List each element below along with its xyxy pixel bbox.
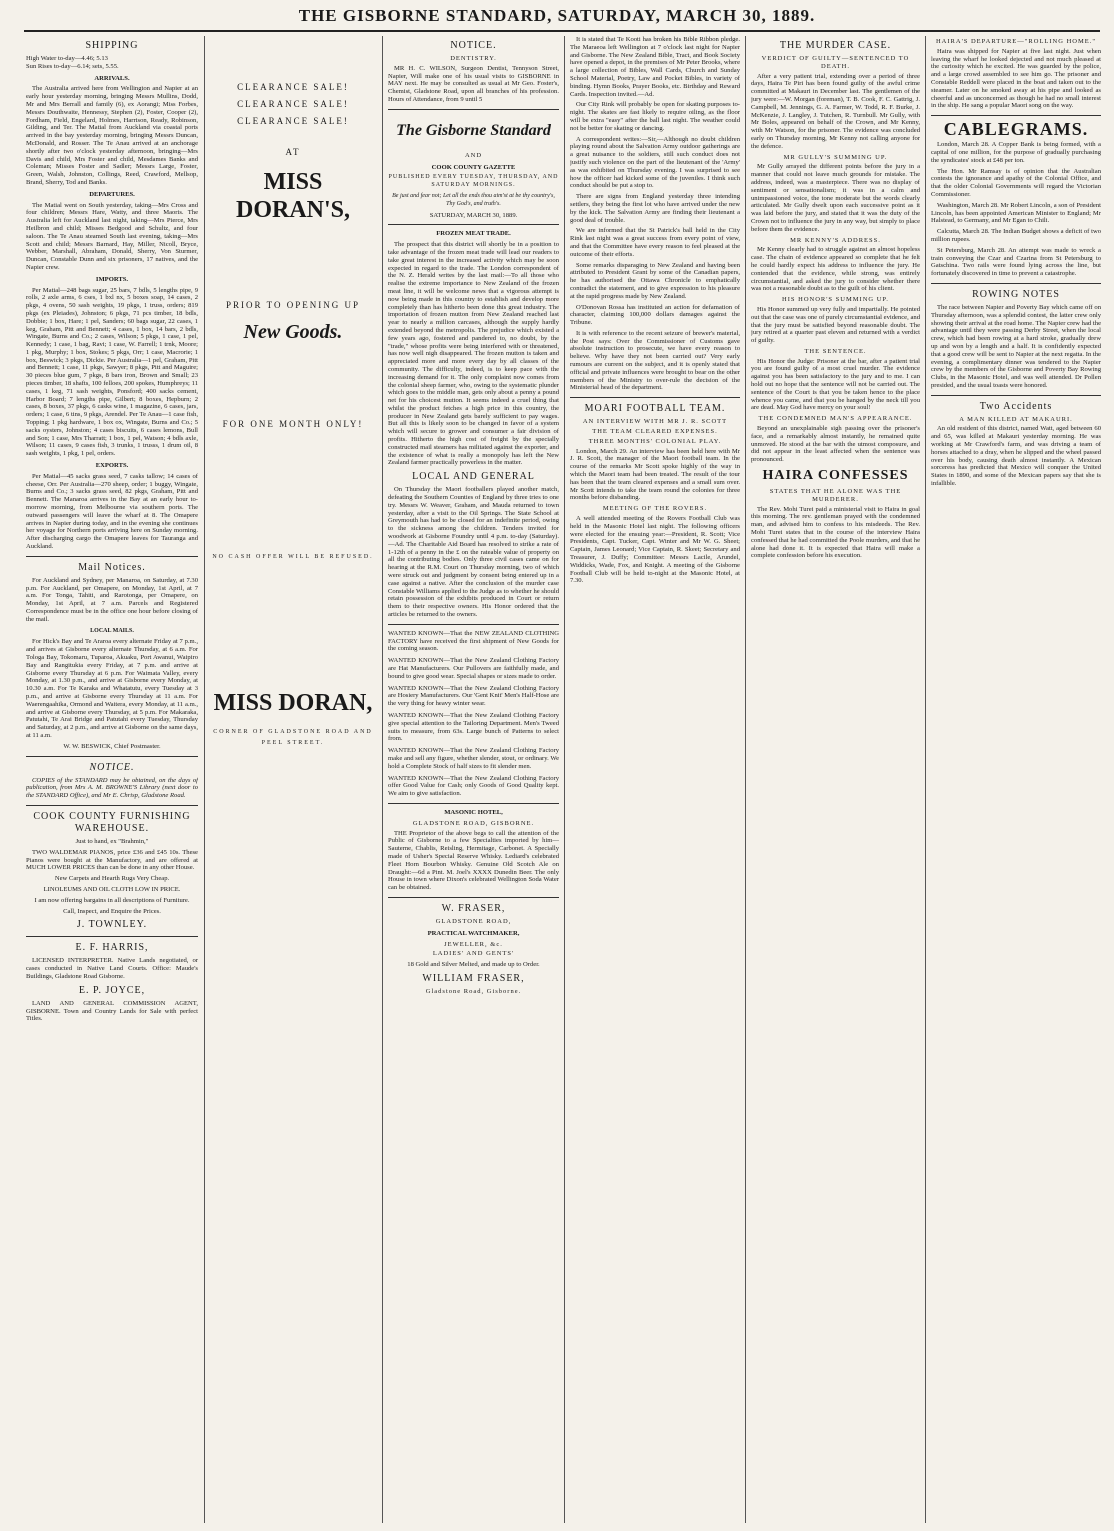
departures-heading: DEPARTURES. — [89, 190, 135, 198]
news-item: It is with reference to the recent seizure of brewer's material, the Post says: Over the Commissioner of Customs gave absolute instruction to prosecute, we have every reason to believe. Why have they not been carried out? Very early rumours are current on the subject, and it is openly stated that official and private influences were brought to bear on the other members of the Ministry to over-rule the decision of the Ministerial head of the department. — [570, 329, 740, 392]
haira-subheading: STATES THAT HE ALONE WAS THE MURDERER. — [769, 488, 902, 503]
verdict-subheading: VERDICT OF GUILTY—SENTENCED TO DEATH. — [761, 55, 910, 70]
motto: Be just and fear not; Let all the ends thou aim'st at be thy country's, Thy God's, and truth's. — [392, 192, 555, 207]
departures-text: The Matial went on South yesterday, taking—Mrs Cross and four children; Messrs Hare, Watty, and three Maoris. The Australia left for Auckland last night, taking—Mrs Pierce, Mrs Heilbron and child; Misses Bedgood and Schultz, and four saloon. The Te Anau steamed South last evening, taking—Mrs Scott and child; Messrs Barnard, Hay, Miller, Nicoll, Bryce, Webber, Marshall, Abraham, Donald, Sherry, Von Sturmer, Duncan, Constable Dunn and six prisoners, 17 natives, and the Napier crew. — [26, 201, 198, 271]
kenny-heading: MR KENNY'S ADDRESS. — [790, 236, 881, 244]
column-doran-advert — [210, 36, 376, 1523]
haira-departure-text: Haira was shipped for Napier at five last night. Just when leaving the wharf he looked dejected and not much pleased at the curiosity which he excited. He was guarded by the police, and a large crowd assembled to see him go. The prisoner and Constable Reddell were placed in the boat and taken out to the steamer. Later on he smoked away at his pipe and looked as cheerful and as unconcerned as though he had no small interest in the ship. He sang a popular Maori song on the way. — [931, 47, 1101, 110]
gully-heading: MR GULLY'S SUMMING UP. — [783, 153, 888, 161]
shipping-heading: SHIPPING — [85, 40, 139, 51]
rovers-heading: MEETING OF THE ROVERS. — [602, 505, 708, 513]
cook-arrived: Just to hand, ex "Brahmin," — [75, 837, 149, 845]
postmaster-signature: W. W. BESWICK, Chief Postmaster. — [63, 742, 161, 750]
column-divider — [564, 36, 565, 1523]
column-cablegrams — [931, 36, 1101, 1523]
masthead-rule — [24, 30, 1100, 32]
harris-text: LICENSED INTERPRETER. Native Lands negotiated, or cases conducted in Native Land Courts. Office: Maude's Buildings, Gladstone Road Gisborne. — [26, 957, 198, 980]
notice-heading: NOTICE. — [89, 761, 135, 773]
clearance-sale-1: CLEARANCE SALE! — [237, 82, 349, 92]
rowing-notes-text: The race between Napier and Poverty Bay which came off on Thursday afternoon, was a splendid contest, the latter crew only showing their arrival at the road home. The Napier crew had the advantage until they were passing Derby Street, when the local crew, which had been rowing at a hard stroke, gradually drew up and won by a length and a half. It is confidently expected that a good crew will be sent to Napier at the next regatta. In the evening, a complimentary dinner was tendered to the Napier crew by the members of the Gisborne and Poverty Bay Rowing Clubs, in the Masonic Hotel, and was well attended. Dr Pollen presided, and the usual toasts were honored. — [931, 303, 1101, 389]
masthead: THE GISBORNE STANDARD, SATURDAY, MARCH 30, 1889. — [298, 6, 816, 25]
harris-name: E. F. HARRIS, — [75, 942, 149, 954]
notice-text: COPIES of the STANDARD may be obtained, on the days of publication, from Mrs A. M. BROWNE'S Library (next door to the STANDARD Office), and Mr E. Chrisp, Gladstone Road. — [26, 776, 198, 800]
news-item: O'Donovan Rossa has instituted an action for defamation of character, claiming 100,000 dollars damages against the Tribune. — [570, 303, 740, 327]
fraser-watchmaker: PRACTICAL WATCHMAKER, — [427, 929, 520, 937]
paper-nameplate: The Gisborne Standard — [396, 121, 551, 139]
cable-item: St Petersburg, March 28. An attempt was made to wreck a train conveying the Czar and Czarina from St Petersburg to Gatschina. Two rails were found lying across the line, but fortunately discovered in time to prevent a catastrophe. — [931, 246, 1101, 278]
column-shipping — [26, 36, 198, 1523]
news-item: Our City Rink will probably be open for skating purposes to-night. The skates are fast likely to require oiling, as the floor will be extra "easy" after the ball last night. The weather could not be better for skating or dancing. — [570, 101, 740, 132]
frozen-meat-text: The prospect that this district will shortly be in a position to take advantage of the frozen meat trade will lead our readers to take great interest in the increased activity which may be soon expected in regard to the trade. The London correspondent of the N. Z. Herald writes by the last mail:—To all those who realise the extreme importance to New Zealand of the frozen meat line, it will be welcome news that a vigorous attempt is now being made in this country to establish and develop more completely than has hitherto been done this great industry. The importation of frozen mutton from New Zealand reached last year to nearly a million carcases, although the supply hardly extended beyond the metropolis. The prejudice which existed a few years ago, fostered and pandered to, no doubt, by the "trade," whose profits were being interfered with or threatened, has now well nigh disappeared. The frozen mutton is taken and appreciated more and more every day by all classes of the community. The difficulty, indeed, is to keep pace with the increasing demand for it. The only complaint now comes from the colonial sheep farmer, who, owing to the systematic plunder which goes to the middle man, gets only about a penny a pound net for his choicest mutton. It seems indeed a cruel thing that whilst the product fetches a high price in this country, the producer in New Zealand gets barely sufficient to pay wages. But all this is likely soon to be changed in favor of a system which will secure to grower and consumer a fair division of profits. Hitherto the high cost of freight by the specially constructed mail steamers has militated against the exporter, and the existence of what is really a monopoly has left the New Zealand farmer practically powerless in the matter. — [388, 241, 559, 467]
local-general-heading: LOCAL AND GENERAL — [412, 471, 535, 483]
issue-date: SATURDAY, MARCH 30, 1889. — [429, 211, 518, 219]
sun-times: Sun Rises to-day—6.14; sets, 5.55. — [26, 62, 119, 70]
clearance-sale-2: CLEARANCE SALE! — [237, 99, 349, 109]
arrivals-text: The Australia arrived here from Wellington and Napier at an early hour yesterday morning, bringing Messrs Mullins, Dodd, Mr and Mrs Berrall and family (6), ex Aorangi; Miss Forbes, Messrs Douthwaite, Hennessy, Stephen (2), Foster, Cooper (2), Fordham, Field, Engelard, Holmes, Harrison, Ready, Robinson, Gilding, and Ter. The Matial from Auckland via coastal ports arrived in the bay yesterday morning, bringing Messrs Duncan, McDonald, and Rosser. The Te Anau arrived at an anchorage shortly after two o'clock yesterday afternoon, bringing—Mrs Davis and child, Mrs Foster and child, Mesdames Banks and Coleman; Misses Foster and Sadler; Messrs Large, Foster, Green, Walsh, Johnston, Collings, Reed, Crawford, Mellsop, Brand, Sherry, Tod and Banks. — [26, 85, 198, 186]
wanted-ad: WANTED KNOWN—That the New Zealand Clothing Factory make and sell any figure, whether slender, stout, or ordinary. We hold a Complete Stock of half sizes to fit slender men. — [388, 747, 559, 770]
haira-text: The Rev. Mohi Turei paid a ministerial visit to Haira in goal this morning. The rev. gentleman prayed with the condemned man, and advised him to confess to his misdeeds. The Rev. Mohi Turei states that in the course of the interview Haira confessed that he had committed the Poole murders, and that he alone had done it. It is expected that Haira will make a complete confession before his execution. — [751, 505, 920, 560]
column-divider — [382, 36, 383, 1523]
column-divider — [925, 36, 926, 1523]
cable-item: Calcutta, March 28. The Indian Budget shows a deficit of two million rupees. — [931, 228, 1101, 243]
cablegrams-heading: CABLEGRAMS. — [943, 119, 1089, 140]
nameplate-and: AND — [464, 151, 483, 159]
murder-case-text: After a very patient trial, extending over a period of three days, Haira Te Piri has been found guilty of the awful crime committed at Makauri in December last. The gentlemen of the jury were:—W. Morgan (foreman), T. B. Cook, F. C. Gattrig, J. Campbell, M. Jennings, G. A. Farmer, W. Todd, R. F. Burke, J. McKenzie, J. Langley, J. Tutchen, R. Turnbull. Mr Gully, with Mr Boles, appeared on behalf of the Crown, and Mr Kenny, with Mr Watson, for the prisoner. The evidence was concluded early on Thursday morning, Mr Kenny not calling anyone for the defence. — [751, 72, 920, 150]
kenny-text: Mr Kenny clearly had to struggle against an almost hopeless case. The chain of evidence appeared so complete that he felt he could hardly expect his address to influence the jury. He contended that the evidence, while strong, was entirely circumstantial, and asked the jury to consider whether there was not a reasonable doubt as to the guilt of his client. — [751, 246, 920, 293]
maori-subheading: THE TEAM CLEARED EXPENSES. — [592, 428, 718, 436]
wanted-ad: WANTED KNOWN—That the New Zealand Clothing Factory are Hat Manufacturers. Our Pullovers are faithfully made, and bound to give good wear. Special shapes or sizes made to order. — [388, 657, 559, 680]
no-cash-offer: NO CASH OFFER WILL BE REFUSED. — [212, 554, 374, 560]
news-item: There are signs from England yesterday three intending settlers, they being the first lot who have arrived under the new by the kick. The Salvation Army are finding their lieutenant a good deal of trouble. — [570, 193, 740, 224]
cook-pianos: TWO WALDEMAR PIANOS, price £36 and £45 10s. These Pianos were bought at the Manufactory, and are offered at MUCH LOWER PRICES than can be done in any other House. — [26, 848, 198, 872]
high-water: High Water to-day—4.46; 5.13 — [26, 55, 108, 62]
masonic-heading: MASONIC HOTEL, — [444, 808, 503, 816]
column-local-news — [570, 36, 740, 1523]
fraser-gold: 18 Gold and Silver Melted, and made up to Order. — [407, 961, 540, 969]
notice-heading-2: NOTICE. — [450, 40, 497, 51]
news-item: A correspondent writes:—Sir,—Although no doubt children playing round about the Salvation Army outdoor gatherings are a great nuisance to the soldiers, still such conduct does not justify such violence on the part of the lieutenant of the 'Army' as was exhibited on Thursday evening. I was surprised to see how the officer had kicked some of the juveniles. I think such conduct should be put a stop to. — [570, 135, 740, 190]
news-item: It is stated that Te Kooti has broken his Bible Ribbon pledge. The Maraeoa left Wellington at 7 o'clock last night for Napier and Gisborne. The New Zealand Bible, Tract, and Book Society have opened a depot, in the premises of Mr Peter Brooks, where a large collection of Bibles, Wall Cards, Church and Sunday School Material, Poetry, Law and Pocket Bibles, in variety of binding. Hymn Books, Prayer Books, etc. Birthday and Reward Cards. Inspection invited.—Ad. — [570, 36, 740, 98]
sentence-text: His Honor the Judge: Prisoner at the bar, after a patient trial you are found guilty of a most cruel murder. The evidence against you has been satisfactory to the jury and to me. I can hold out no hope that the sentence will not be carried out. The sentence of the Court is that you be taken hence to the place whence you came, and that you be hanged by the neck till you are dead. May God have mercy on your soul! — [751, 357, 920, 412]
one-month-only: FOR ONE MONTH ONLY! — [222, 419, 364, 429]
appearance-heading: THE CONDEMNED MAN'S APPEARANCE. — [758, 415, 913, 423]
fraser-jeweller: JEWELLER, &c. — [444, 940, 503, 948]
maori-football-heading: MOARI FOOTBALL TEAM. — [584, 403, 726, 415]
wanted-ad: WANTED KNOWN—That the New Zealand Clothing Factory are Hosiery Manufacturers. Our 'Gent Knit' Men's Half-Hose are the very thing for heavy winter wear. — [388, 684, 559, 708]
dentistry-text: MR H. C. WILSON, Surgeon Dentist, Tennyson Street, Napier, Will make one of his usual visits to GISBORNE in MAY next. He may be consulted as usual at Mr Geo. Foster's, Chemist, Gladstone Road, upon all branches of his profession. Hours of Attendance, from 9 until 5 — [388, 64, 559, 103]
cable-item: London, March 28. A Copper Bank is being formed, with a capital of one million, for the purpose of gradually purchasing the syndicates' stock at £48 per ton. — [931, 141, 1101, 164]
column-murder-case — [751, 36, 920, 1523]
mail-notices-heading: Mail Notices. — [78, 561, 146, 573]
column-divider — [204, 36, 205, 1523]
cook-call: Call, Inspect, and Enquire the Prices. — [63, 907, 161, 915]
imports-text: Per Matial—248 bags sugar, 25 bars, 7 bdls, 5 lengths pipe, 9 rolls, 2 axle arms, 6 cses, 1 bxl nx, 5 boxes soap, 14 cases, 2 pkgs, 4 ovens, 50 sash weights, 19 pkgs, 1 truss, orders; 819 pkgs (ex Pleiades), Johnston; 6 pkgs, 71 pcs timber, 18 bdls, Dobbie; 1 box, Hare; 1 pel, Sanders; 60 bags sugar, 22 cases, 1 keg, Graham, Pitt and Bennett; 4 cases, 1 box, 14 bars, 2 bdls, Wingate, Burns and Co.; 2 cases, Wilson; 5 pkgs, 1 case, 1 pel, Kennedy; 1 case, 1 bag, Ravi; 1 case, W. Farrell; 1 trnk, Moore; 1 pkg, Murphy; 1 box, Stokes; 5 pkgs, Orr; 1 case, Macrorie; 1 box, Beswick; 3 pkgs, Dickie. Per Australia—1 pel, Graham, Pitt and Bennett; 1 case, 11 pkgs, Sawyer; 8 pkgs, Pitt and Maguire; 30 pieces blue gum, 7 pkgs, 8 bars iron, Brown and Small; 23 pieces timber, 18 shafts, 100 felloes, 200 spokes, Humphreys; 11 cases, 1 keg, 71 sash weights, Ponsford; 400 sacks cement, Harbor Board; 7 lengths pipe, Gilbert; 8 boxes, Hepburn; 2 cases, 8 boxes, 37 pkgs, 6 casks wine, 1 magazine, 6 cases, jars, orders; 1 case, 6 tins, 9 pkgs, Arendel. Per Te Anau—1 case fish, Topping; 1 pkg hardware, 1 box ox, Wingate, Burns and Co.; 5 sacks oysters, Johnston; 4 cases biscuits, 6 cases lemons, Bull and Son; 1 case, Mrs Tharratt; 1 box, 1 pel, Watson; 4 bdls axle, Wilson; 11 cases, 9 cases fish, 3 trunks, 1 trusss, 1 drum oil, 8 sash weights, 1 pkg, 1 pel, orders. — [26, 286, 198, 458]
at-label: AT — [285, 147, 301, 157]
haira-confesses-heading: HAIRA CONFESSES — [762, 468, 909, 484]
doran-address: CORNER OF GLADSTONE ROAD AND PEEL STREET. — [213, 729, 373, 746]
maori-subheading: THREE MONTHS' COLONIAL PLAY. — [588, 437, 722, 445]
clearance-sale-3: CLEARANCE SALE! — [237, 116, 349, 126]
miss-doran-name: MISS DORAN, — [213, 690, 373, 716]
fraser-name-address: Gladstone Road, Gisborne. — [425, 987, 522, 995]
fraser-ladies-gents: LADIES' AND GENTS' — [432, 950, 515, 958]
wanted-ad: WANTED KNOWN—That the NEW ZEALAND CLOTHING FACTORY have received the first shipment of New Goods for the coming season. — [388, 629, 559, 653]
imports-heading: IMPORTS. — [95, 275, 129, 283]
fraser-address: GLADSTONE ROAD, — [435, 917, 512, 925]
rovers-text: A well attended meeting of the Rovers Football Club was held in the Masonic Hotel last night. The following officers were elected for the ensuing year:—President, R. Scott; Vice Presidents, Capt. Tucker, Capt. Winter and Mr W. G. Sheet; Captain, James Leonard; Vice Captain, R. Skeet; Secretary and Treasurer, J. Duffy; Committee: Messrs Lacile, Arundel, Widdicks, Wade, Fox, and Knight. A meeting of the Gisborne Football Club will be held to-night at the Masonic Hotel, at 7.30. — [570, 515, 740, 585]
two-accidents-heading: Two Accidents — [979, 400, 1053, 412]
cable-item: The Hon. Mr Ramsay is of opinion that the Australian contests the ignorance and apathy of the Colonial Office, and that the older Colonial Governments will regard the Victorian Commissioner. — [931, 167, 1101, 198]
cook-offer: I am now offering bargains in all descriptions of Furniture. — [34, 896, 190, 904]
murder-case-heading: THE MURDER CASE. — [779, 40, 892, 51]
masonic-text: THE Proprietor of the above begs to call the attention of the Public of Gisborne to a few Specialties imported by him— Sauterne, Chablis, Reisling, Hermitage, Carbonet. A Specially made of Usher's Special Reserve Whisky. Lediard's celebrated Fleet Horn Bourbon Whisky. Genuine Old Scotch Ale on Draught:—6d a Pint. M. Joel's XXXX Dunedin Beer. The only House in town where Dixon's celebrated Wellington Soda Water can be obtained. — [388, 829, 559, 892]
cook-carpets: New Carpets and Hearth Rugs Very Cheap. — [54, 875, 170, 883]
arrivals-heading: ARRIVALS. — [94, 74, 130, 82]
dentistry-heading: DENTISTRY. — [450, 55, 497, 62]
new-goods: New Goods. — [243, 321, 343, 343]
cable-item: Washington, March 28. Mr Robert Lincoln, a son of President Lincoln, has been appointed American Minister to England; Mr Halstead, to Germany, and Mr Egan to Chili. — [931, 201, 1101, 225]
local-mails-text: For Hick's Bay and Te Araroa every alternate Friday at 7 p.m., and arrives at Gisborne every alternate Thursday, at 6 a.m. For Tologa Bay, Tokomaru, Tuparoa, Akuaku, Port Awanui, Waipiro Bay and Rangitukia every Friday, at 7 p.m. and arrive at Gisborne every Thursday at 6 p.m. For Waimata Valley, every Monday, at 1.30 p.m., and arrive at Gisborne every Monday, at 10.30 a.m. For Te Karaka and Whatatutu, every Tuesday at 3 p.m., and arrive at Gisborne every Thursday at 11 a.m. For Waerengaahika, Ormond and Waitera, every Monday, at 11 a.m., and arrive at Gisborne every Thursday, at 5 p.m. For Makaraka, Patutahi, Te Arai Bridge and Patutahi every Tuesday, Thursday and Saturday, at 2 p.m., and arrive at Gisborne on the same days, at 11 a.m. — [26, 638, 198, 739]
summing-heading: HIS HONOR'S SUMMING UP. — [782, 296, 889, 304]
maori-football-text: London, March 29. An interview has been held here with Mr J. R. Scott, the manager of the Maori football team. In the course of the remarks Mr Scott spoke highly of the way in which the Maori team had been treated. The result of the tour has been that the team cleared expenses and a small sum over. Mr Scott intends to take the team round the colonies for three months before disbanding. — [570, 447, 740, 502]
column-editorial — [388, 36, 559, 1523]
summing-text: His Honor summed up very fully and impartially. He pointed out that the case was one of purely circumstantial evidence, and that the jury must be satisfied beyond reasonable doubt. The jury retired at a quarter past eleven and returned with a verdict of guilty. — [751, 305, 920, 345]
news-item: Some remarks disparaging to New Zealand and having been attributed to President Grant by some of the Canadian papers, he has authorised the Ottawa Chronicle to emphatically contradict the statement, and to give expression to his pleasure at the rapid progress made by New Zealand. — [570, 261, 740, 300]
rowing-notes-heading: ROWING NOTES — [972, 288, 1060, 300]
cook-linoleums: LINOLEUMS AND OIL CLOTH LOW IN PRICE. — [43, 885, 181, 893]
gully-text: Mr Gully arrayed the different points before the jury in a manner that could not leave much grounds for mistake. The address, indeed, was a masterpiece. There was no display of sentiment or sensationalism; it was in a calm and unimpassioned voice, the tone moderate but the words clearly articulated. Mr Gully dwelt upon each successive point as it was laid before the jury, and stated that it was the duty of the Crown not to influence the jury in any way, but simply to place before them the evidence. — [751, 163, 920, 233]
exports-heading: EXPORTS. — [95, 462, 129, 470]
joyce-text: LAND AND GENERAL COMMISSION AGENT, GISBORNE. Town and Country Lands for Sale with perfect Titles. — [26, 999, 198, 1023]
miss-dorans-heading: MISS DORAN'S, — [235, 169, 350, 223]
cook-county-heading: COOK COUNTY FURNISHING WAREHOUSE. — [33, 810, 191, 834]
appearance-text: Beyond an unexplainable sigh passing over the prisoner's face, and a remarkably almost instantly, he remained quite unmoved. He stood at the bar with the utmost composure, and did not appear in the least affected when the sentence was pronounced. — [751, 425, 920, 464]
man-killed-subheading: A MAN KILLED AT MAKAURI. — [959, 415, 1073, 423]
fraser-name: WILLIAM FRASER, — [422, 972, 525, 984]
column-divider — [745, 36, 746, 1523]
haira-departure-heading: HAIRA'S DEPARTURE—"ROLLING HOME." — [935, 38, 1096, 45]
masonic-address: GLADSTONE ROAD, GISBORNE. — [412, 819, 535, 827]
gazette-name: COOK COUNTY GAZETTE — [431, 163, 516, 171]
fraser-heading: W. FRASER, — [441, 902, 506, 914]
exports-text: Per Matial—45 sacks grass seed, 7 casks tallow; 14 cases of cheese, Orr. Per Australia—270 sheep, order; 1 buggy, Wingate, Burns and Co.; 3 sacks grass seed, 82 pkgs, Graham, Pitt and Bennett. The Manaroa arrives in the Bay at an early hour to-morrow morning, from Melbourne via southern ports. The outward passengers will leave the wharf at 8. The Omapere arrives in Napier during today, and in the evening she continues her voyage for Northern ports arriving here on Sunday morning. After discharging cargo the Omapere leaves for Tauranga and Auckland. — [26, 472, 198, 551]
prior-to-opening: PRIOR TO OPENING UP — [226, 300, 360, 310]
news-item: We are informed that the St Patrick's ball held in the City Rink last night was a great success from every point of view, and that the Committee have every reason to feel pleased at the outcome of their efforts. — [570, 227, 740, 258]
accidents-text: An old resident of this district, named Watt, aged between 60 and 65, was killed at Makauri yesterday morning. He was working at Mr Crawford's farm, and was driving a team of horses attached to a dray, when he slipped and the wheel passed over his body, causing death almost instantly. A Mexican sorceress has predicted that Mexico will conquer the United States in 1890, and some of the Mexican papers say that she is infallible. — [931, 425, 1101, 488]
sentence-heading: THE SENTENCE. — [804, 347, 867, 355]
wanted-ad: WANTED KNOWN—That the New Zealand Clothing Factory offer Good Value for Cash; only Goods of Good Quality kept. We aim to give satisfaction. — [388, 774, 559, 798]
mail-notices-text: For Auckland and Sydney, per Manaroa, on Saturday, at 7.30 p.m. For Auckland, per Omapere, on Monday, 1st April, at 7 a.m. For Tonga, Tahiti, and Rarotonga, per Omapere, on Monday, 1st April, at 7 a.m. Parcels and Registered Correspondence must be in the office one hour before closing of the mail. — [26, 576, 198, 623]
townley-name: J. TOWNLEY. — [76, 919, 148, 931]
frozen-meat-heading: FROZEN MEAT TRADE. — [436, 230, 511, 238]
local-general-text: On Thursday the Maori footballers played another match, defeating the Southern Counties of England by three tries to one try. Messrs W. Weaver, Graham, and Mauda returned to town yesterday, after a visit to the Oil Springs. The State School at Greymouth has had to be closed for an indefinite period, owing to the sickness among the children. Tenders invited for woodwork at Gisborne Foundry until 4 p.m. to-day (Saturday).—Ad. The Charitable Aid Board has resolved to strike a rate of 1-12th of a penny in the £ on the rateable value of property on all the contributing bodies. Only three civil cases came on for hearing at the R.M. Court on Thursday morning, two of which were struck out and judgment by consent being entered up in a case against a native. After the conclusion of the murder case Constable Williams applied to the Judge as to whether he should retain possession of the exhibits produced in Court or return them to their respective owners. His Honor ordered that the articles be returned to the owners. — [388, 486, 559, 619]
maori-subheading: AN INTERVIEW WITH MR J. R. SCOTT — [582, 418, 728, 426]
wanted-ad: WANTED KNOWN—That the New Zealand Clothing Factory give special attention to the Tailoring Department. Men's Tweed suits to measure, from 63s. Large bunch of Patterns to select from. — [388, 711, 559, 743]
published-days: PUBLISHED EVERY TUESDAY, THURSDAY, AND SATURDAY MORNINGS. — [388, 174, 559, 189]
local-mails-heading: LOCAL MAILS. — [90, 627, 134, 634]
joyce-name: E. P. JOYCE, — [78, 984, 146, 996]
